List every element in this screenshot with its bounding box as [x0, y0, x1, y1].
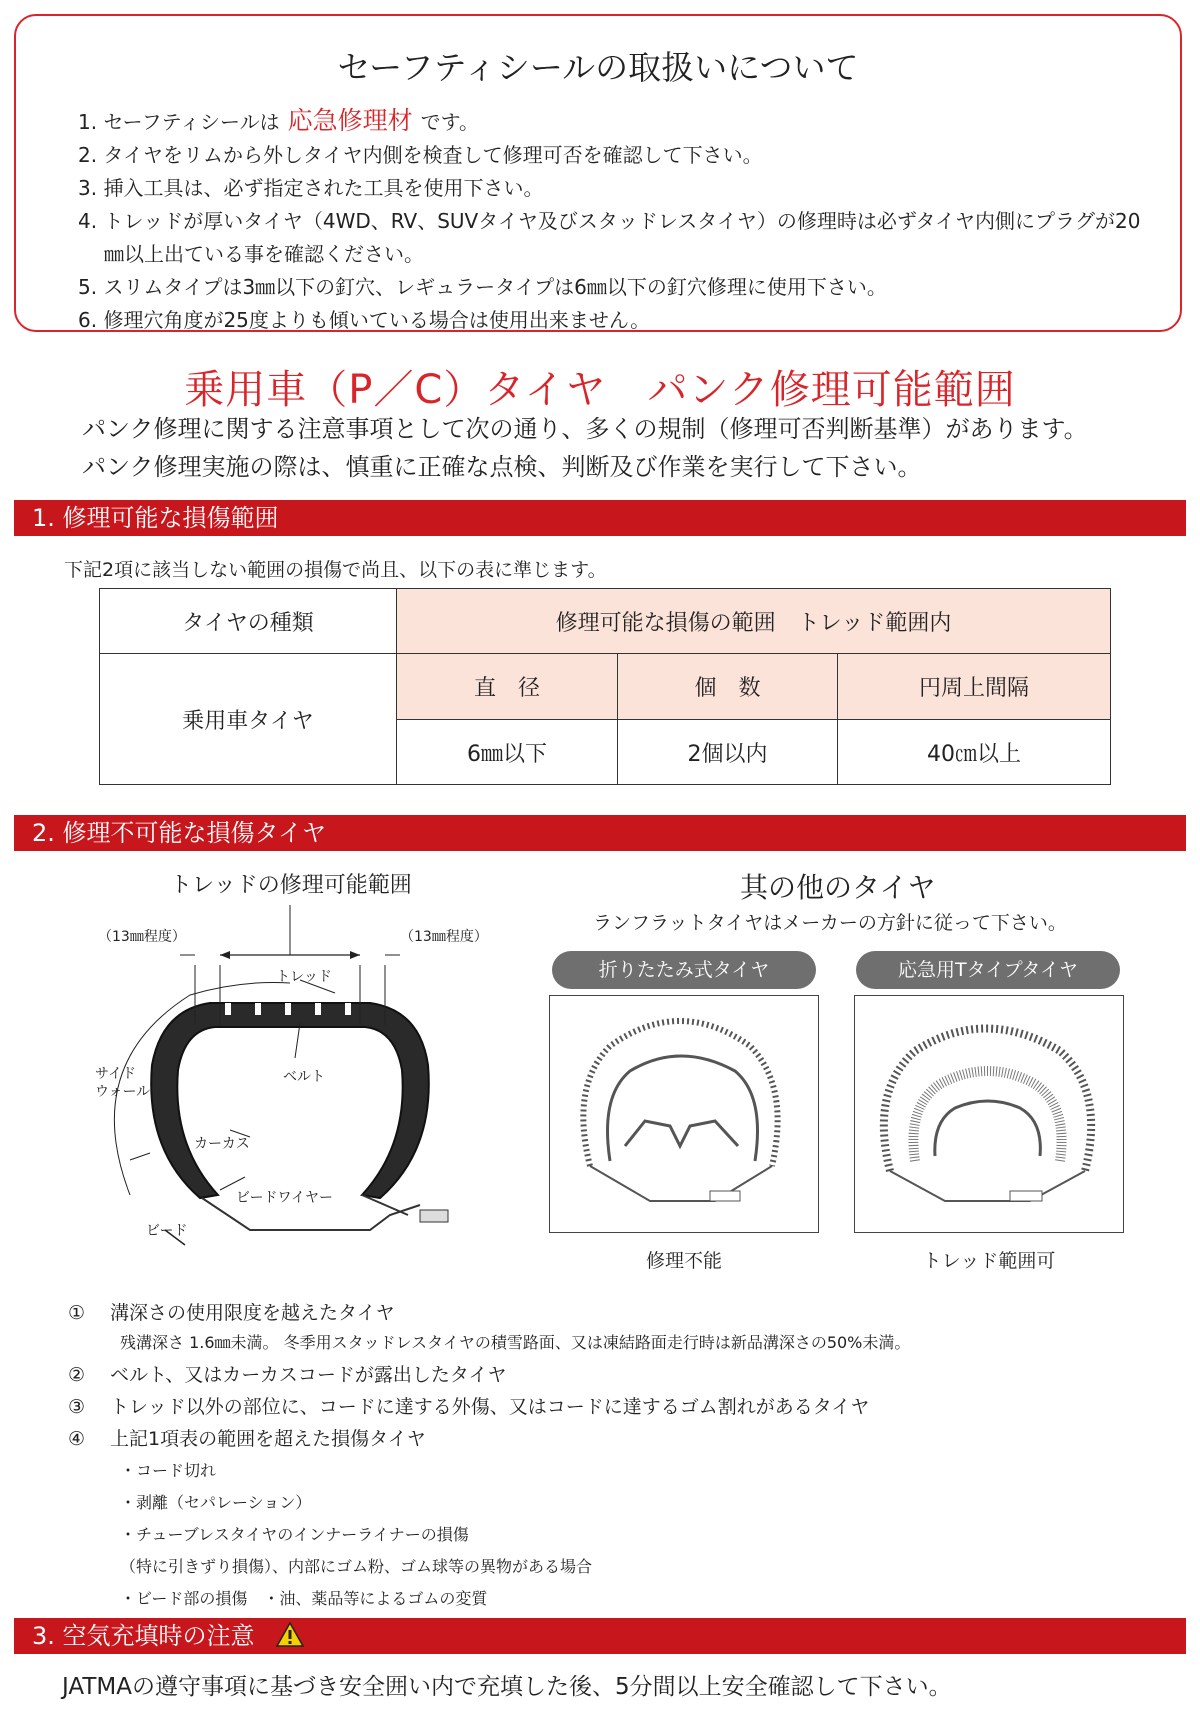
list-item: （特に引きずり損傷）、内部にゴム粉、ゴム球等の異物がある場合: [120, 1557, 593, 1576]
notice-list: [78, 104, 1141, 337]
list-item: ② ベルト、又はカーカスコードが露出したタイヤ: [68, 1364, 507, 1386]
section-2-header: 2. 修理不可能な損傷タイヤ: [14, 815, 1186, 851]
folding-tire-label: 折りたたみ式タイヤ: [552, 951, 816, 989]
table-header-repair-range: 修理可能な損傷の範囲 トレッド範囲内: [397, 589, 1111, 654]
label-bead-wire: ビードワイヤー: [236, 1190, 334, 1206]
section-1-note: 下記2項に該当しない範囲の損傷で尚且、以下の表に準じます。: [64, 559, 607, 581]
notice-title: セーフティシールの取扱いについて: [337, 48, 859, 87]
folding-tire-illustration: [549, 995, 819, 1233]
table-value-count: 2個以内: [618, 720, 838, 785]
list-item: ・チューブレスタイヤのインナーライナーの損傷: [120, 1525, 469, 1544]
other-tires-title: 其の他のタイヤ: [740, 871, 936, 904]
section-3-text: JATMAの遵守事項に基づき安全囲い内で充填した後、5分間以上安全確認して下さい。: [62, 1674, 952, 1700]
label-sidewall-2: ウォール: [95, 1084, 151, 1100]
section-1-header: 1. 修理可能な損傷範囲: [14, 500, 1186, 536]
notice-item-5: 5. スリムタイプは3㎜以下の釘穴、レギュラータイプは6㎜以下の釘穴修理に使用下さい。: [78, 275, 887, 299]
label-belt: ベルト: [283, 1069, 325, 1085]
runflat-note: ランフラットタイヤはメーカーの方針に従って下さい。: [593, 912, 1067, 934]
notice-item-1: 1. セーフティシールは 応急修理材 です。: [78, 106, 480, 135]
label-carcass: カーカス: [194, 1136, 250, 1152]
table-subheader-diameter: 直 径: [397, 654, 618, 720]
label-sidewall-1: サイド: [95, 1066, 137, 1082]
list-item: ③ トレッド以外の部位に、コードに達する外傷、又はコードに達するゴム割れがあるタイヤ: [68, 1396, 870, 1418]
emergency-repair-emphasis: 応急修理材: [287, 106, 413, 135]
label-tread: トレッド: [276, 969, 332, 985]
label-13mm-left: （13㎜程度）: [98, 929, 186, 945]
repair-range-table: [99, 588, 1111, 785]
table-subheader-interval: 円周上間隔: [838, 654, 1111, 720]
table-header-tire-type: タイヤの種類: [100, 589, 397, 654]
notice-item-3: 3. 挿入工具は、必ず指定された工具を使用下さい。: [78, 176, 544, 200]
t-type-tire-caption: トレッド範囲可: [922, 1250, 1056, 1272]
list-item: ・剥離（セパレーション）: [120, 1493, 312, 1512]
label-13mm-right: （13㎜程度）: [400, 929, 488, 945]
warning-icon: [276, 1622, 304, 1647]
list-item: 残溝深さ 1.6㎜未満。 冬季用スタッドレスタイヤの積雪路面、又は凍結路面走行時は新品溝深さの50%未満。: [120, 1333, 911, 1352]
intro-line-1: パンク修理に関する注意事項として次の通り、多くの規制（修理可否判断基準）があります。: [82, 415, 1088, 443]
notice-item-6: 6. 修理穴角度が25度よりも傾いている場合は使用出来ません。: [78, 308, 651, 332]
t-type-tire-label: 応急用Tタイプタイヤ: [856, 951, 1120, 989]
safety-notice-box: [14, 14, 1182, 332]
notice-item-2: 2. タイヤをリムから外しタイヤ内側を検査して修理可否を確認して下さい。: [78, 143, 763, 167]
t-type-tire-illustration: [854, 995, 1124, 1233]
list-item: ・ビード部の損傷 ・油、薬品等によるゴムの変質: [120, 1589, 488, 1608]
notice-item-4: 4. トレッドが厚いタイヤ（4WD、RV、SUVタイヤ及びスタッドレスタイヤ）の修理時は必ずタイヤ内側にプラグが20: [78, 209, 1141, 233]
table-value-diameter: 6㎜以下: [397, 720, 618, 785]
folding-tire-caption: 修理不能: [645, 1250, 722, 1272]
notice-item-4-cont: ㎜以上出ている事を確認ください。: [104, 242, 424, 266]
page-title: 乗用車（P／C）タイヤ パンク修理可能範囲: [184, 367, 1016, 413]
list-item: ・コード切れ: [120, 1461, 217, 1480]
list-item: ④ 上記1項表の範囲を超えた損傷タイヤ: [68, 1428, 426, 1450]
intro-line-2: パンク修理実施の際は、慎重に正確な点検、判断及び作業を実行して下さい。: [82, 453, 922, 481]
intro-text: [82, 410, 1088, 486]
tread-range-title: トレッドの修理可能範囲: [170, 873, 412, 898]
table-row-label: 乗用車タイヤ: [100, 654, 397, 785]
table-subheader-count: 個 数: [618, 654, 838, 720]
section-3-header: 3. 空気充填時の注意: [14, 1618, 1186, 1654]
label-bead: ビード: [146, 1223, 188, 1239]
table-value-interval: 40㎝以上: [838, 720, 1111, 785]
list-item: ① 溝深さの使用限度を越えたタイヤ: [68, 1302, 395, 1324]
